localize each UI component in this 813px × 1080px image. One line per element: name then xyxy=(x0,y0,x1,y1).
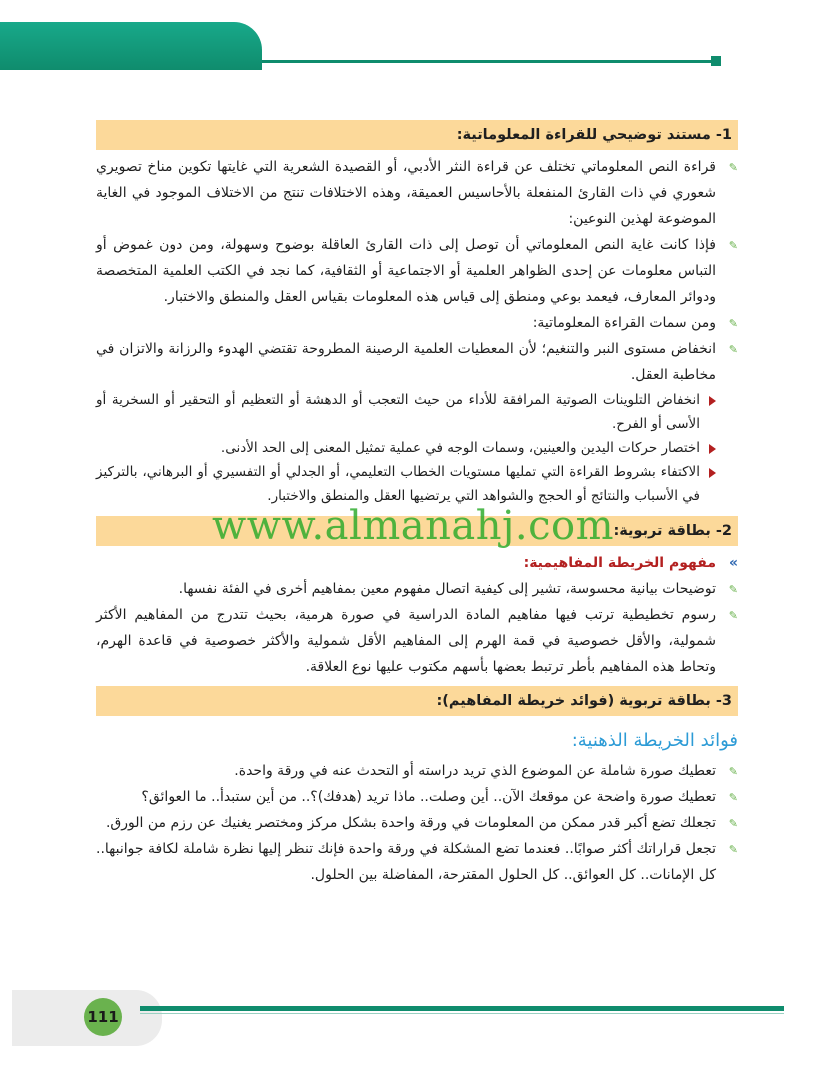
page-number: 111 xyxy=(84,998,122,1036)
triangle-icon xyxy=(709,444,716,454)
section-1-title: 1- مستند توضيحي للقراءة المعلوماتية: xyxy=(96,120,738,150)
sub-item: الاكتفاء بشروط القراءة التي تمليها مستويات الخطاب التعليمي، أو الجدلي أو التفسيري أو البرهاني، بالتركيز في الأسباب والنتائج أو الحجج والشواهد التي يرتضيها العقل والمنطق والاختبار. xyxy=(96,460,738,508)
concept-map-heading: » مفهوم الخريطة المفاهيمية: xyxy=(96,550,738,576)
header-tab xyxy=(0,22,262,70)
section-3-title: 3- بطاقة تربوية (فوائد خريطة المفاهيم): xyxy=(96,686,738,716)
check-leaf-icon: ✎ xyxy=(728,161,738,174)
check-leaf-icon: ✎ xyxy=(728,317,738,330)
paragraph: ✎ تجعل قراراتك أكثر صوابًا.. فعندما تضع المشكلة في ورقة واحدة فإنك تنظر إليها نظرة شاملة لكافة جوانبها.. كل الإمانات.. كل العوائق.. كل الحلول المقترحة، المفاضلة بين الحلول. xyxy=(96,841,738,883)
check-leaf-icon: ✎ xyxy=(728,791,738,804)
section-2-title: 2- بطاقة تربوية: xyxy=(96,516,738,546)
paragraph: ✎ ومن سمات القراءة المعلوماتية: xyxy=(532,315,738,331)
triangle-icon xyxy=(709,468,716,478)
paragraph: ✎ توضيحات بيانية محسوسة، تشير إلى كيفية اتصال مفهوم معين بمفاهيم أخرى في الفئة نفسها. xyxy=(178,581,738,597)
triangle-icon xyxy=(709,396,716,406)
sub-item: انخفاض التلوينات الصوتية المرافقة للأداء من حيث التعجب أو الدهشة أو التعظيم أو التحقير أو السخرية أو الأسى أو الفرح. xyxy=(96,388,738,436)
paragraph: ✎ تجعلك تضع أكبر قدر ممكن من المعلومات في ورقة واحدة بشكل مركز ومختصر يغنيك عن رزم من الورق. xyxy=(105,815,738,831)
footer-rule xyxy=(140,1006,784,1011)
check-leaf-icon: ✎ xyxy=(728,583,738,596)
check-leaf-icon: ✎ xyxy=(728,239,738,252)
paragraph: ✎ فإذا كانت غاية النص المعلوماتي أن توصل إلى ذات القارئ العاقلة بوضوح وسهولة، ومن دون غموض أو التباس معلومات عن إحدى الظواهر العلمية أو الاجتماعية أو الثقافية، كما نجد في الكتب العلمية المتخصصة ودوائر المعارف، فيعمد بوعي ومنطق إلى قياس هذه المعلومات بقياس العقل والمنطق والاختبار. xyxy=(96,237,738,305)
footer-rule-thin xyxy=(140,1013,784,1014)
paragraph: ✎ قراءة النص المعلوماتي تختلف عن قراءة النثر الأدبي، أو القصيدة الشعرية التي غايتها تكوين مناخ تصويري شعوري في ذات القارئ المنفعلة بالأحاسيس العميقة، وهذه الاختلافات تنتج من الاختلاف الموجود في الغاية الموضوعة لهذين النوعين: xyxy=(96,159,738,227)
double-chevron-icon: » xyxy=(728,555,738,571)
paragraph: ✎ رسوم تخطيطية ترتب فيها مفاهيم المادة الدراسية في صورة هرمية، بحيث تتدرج من المفاهيم الأكثر شمولية، والأقل خصوصية في قمة الهرم إلى المفاهيم الأقل شمولية والأكثر خصوصية في قاعدة الهرم، وتحاط هذه المفاهيم بأطر ترتبط بعضها بأسهم مكتوب عليها نوع العلاقة. xyxy=(96,607,738,675)
mind-map-benefits-heading: فوائد الخريطة الذهنية: xyxy=(571,730,738,751)
paragraph: ✎ انخفاض مستوى النبر والتنغيم؛ لأن المعطيات العلمية الرصينة المطروحة تقتضي الهدوء والرزانة والاتزان في مخاطبة العقل. xyxy=(96,341,738,383)
paragraph: ✎ تعطيك صورة شاملة عن الموضوع الذي تريد دراسته أو التحدث عنه في ورقة واحدة. xyxy=(234,763,738,779)
header-rule xyxy=(262,60,717,63)
check-leaf-icon: ✎ xyxy=(728,817,738,830)
check-leaf-icon: ✎ xyxy=(728,343,738,356)
check-leaf-icon: ✎ xyxy=(728,609,738,622)
paragraph: ✎ تعطيك صورة واضحة عن موقعك الآن.. أين وصلت.. ماذا تريد (هدفك)؟.. من أين ستبدأ.. ما العوائق؟ xyxy=(141,789,738,805)
watermark: www.almanahj.com xyxy=(212,503,615,549)
check-leaf-icon: ✎ xyxy=(728,843,738,856)
sub-item: اختصار حركات اليدين والعينين، وسمات الوجه في عملية تمثيل المعنى إلى الحد الأدنى. xyxy=(96,436,738,460)
check-leaf-icon: ✎ xyxy=(728,765,738,778)
header-rule-end xyxy=(711,56,721,66)
